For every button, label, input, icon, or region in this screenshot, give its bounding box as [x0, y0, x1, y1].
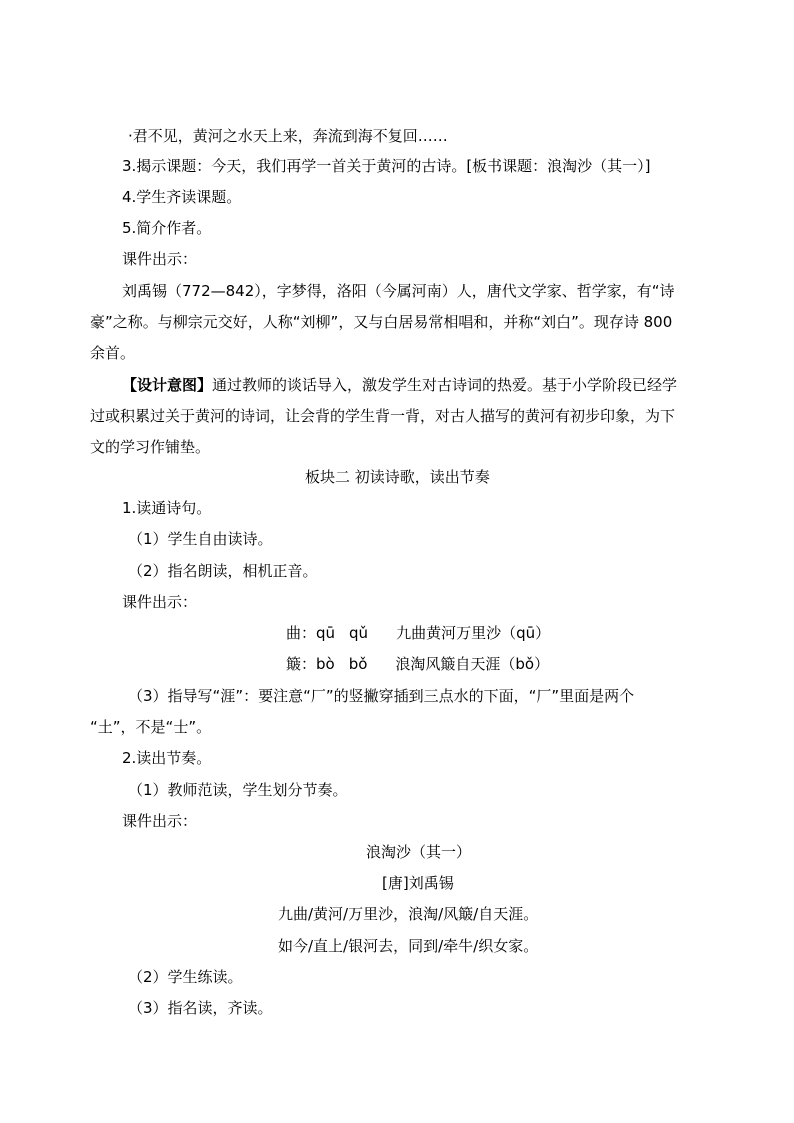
substep-3-writing-guide-line-2: “土”，不是“士”。	[90, 718, 212, 736]
substep-3-writing-guide-line-1: （3）指导写“涯”：要注意“厂”的竖撇穿插到三点水的下面，“厂”里面是两个	[128, 687, 635, 705]
step-2-read-rhythm: 2.读出节奏。	[122, 749, 212, 767]
courseware-label-3: 课件出示：	[122, 812, 198, 830]
design-intent-label: 【设计意图】	[122, 376, 213, 394]
author-bio-line-1: 刘禹锡（772—842），字梦得，洛阳（今属河南）人，唐代文学家、哲学家，有“诗	[122, 282, 675, 300]
pinyin-bo-char: 簸：bò	[286, 655, 335, 673]
pinyin-row-qu	[0, 623, 794, 643]
poem-line-2: 如今/直上/银河去，同到/牵牛/织女家。	[278, 937, 539, 955]
poem-author: [唐]刘禹锡	[382, 874, 454, 892]
substep-1-free-reading: （1）学生自由读诗。	[128, 530, 273, 548]
pinyin-qu-char: 曲：qū	[286, 624, 336, 642]
step-3-reveal-topic: 3.揭示课题：今天，我们再学一首关于黄河的古诗。[板书课题：浪淘沙（其一）]	[122, 157, 651, 175]
design-intent-line-2: 过或积累过关于黄河的诗词，让会背的学生背一背，对古人描写的黄河有初步印象，为下	[90, 407, 676, 425]
substep-1-teacher-reading: （1）教师范读，学生划分节奏。	[128, 781, 348, 799]
author-bio-line-2: 豪”之称。与柳宗元交好，人称“刘柳”，又与白居易常相唱和，并称“刘白”。现存诗 800	[90, 313, 673, 331]
pinyin-row-bo	[0, 654, 794, 674]
section-heading-block-2: 板块二 初读诗歌，读出节奏	[305, 468, 490, 486]
substep-3-named-reading: （3）指名读，齐读。	[128, 999, 273, 1017]
pinyin-qu-alt: qǔ	[349, 624, 369, 642]
pinyin-bo-example: 浪淘风簸自天涯（bǒ）	[395, 655, 550, 673]
step-4-read-title: 4.学生齐读课题。	[122, 188, 242, 206]
step-5-author-intro: 5.简介作者。	[122, 219, 212, 237]
poem-title: 浪淘沙（其一）	[366, 843, 472, 861]
pinyin-qu-example: 九曲黄河万里沙（qū）	[396, 624, 551, 642]
poem-line-1: 九曲/黄河/万里沙，浪淘/风簸/自天涯。	[278, 905, 539, 923]
courseware-label-2: 课件出示：	[122, 593, 198, 611]
courseware-label-1: 课件出示：	[122, 250, 198, 268]
substep-2-student-practice: （2）学生练读。	[128, 968, 243, 986]
design-intent-line-3: 文的学习作铺垫。	[90, 438, 211, 456]
poem-quote-line: ·君不见，黄河之水天上来，奔流到海不复回……	[128, 127, 448, 145]
step-1-read-lines: 1.读通诗句。	[122, 499, 212, 517]
substep-2-named-reading: （2）指名朗读，相机正音。	[128, 562, 318, 580]
design-intent-text: 通过教师的谈话导入，激发学生对古诗词的热爱。基于小学阶段已经学	[212, 376, 678, 394]
author-bio-line-3: 余首。	[90, 344, 136, 362]
design-intent-line-1	[0, 375, 794, 395]
pinyin-bo-alt: bǒ	[348, 655, 368, 673]
